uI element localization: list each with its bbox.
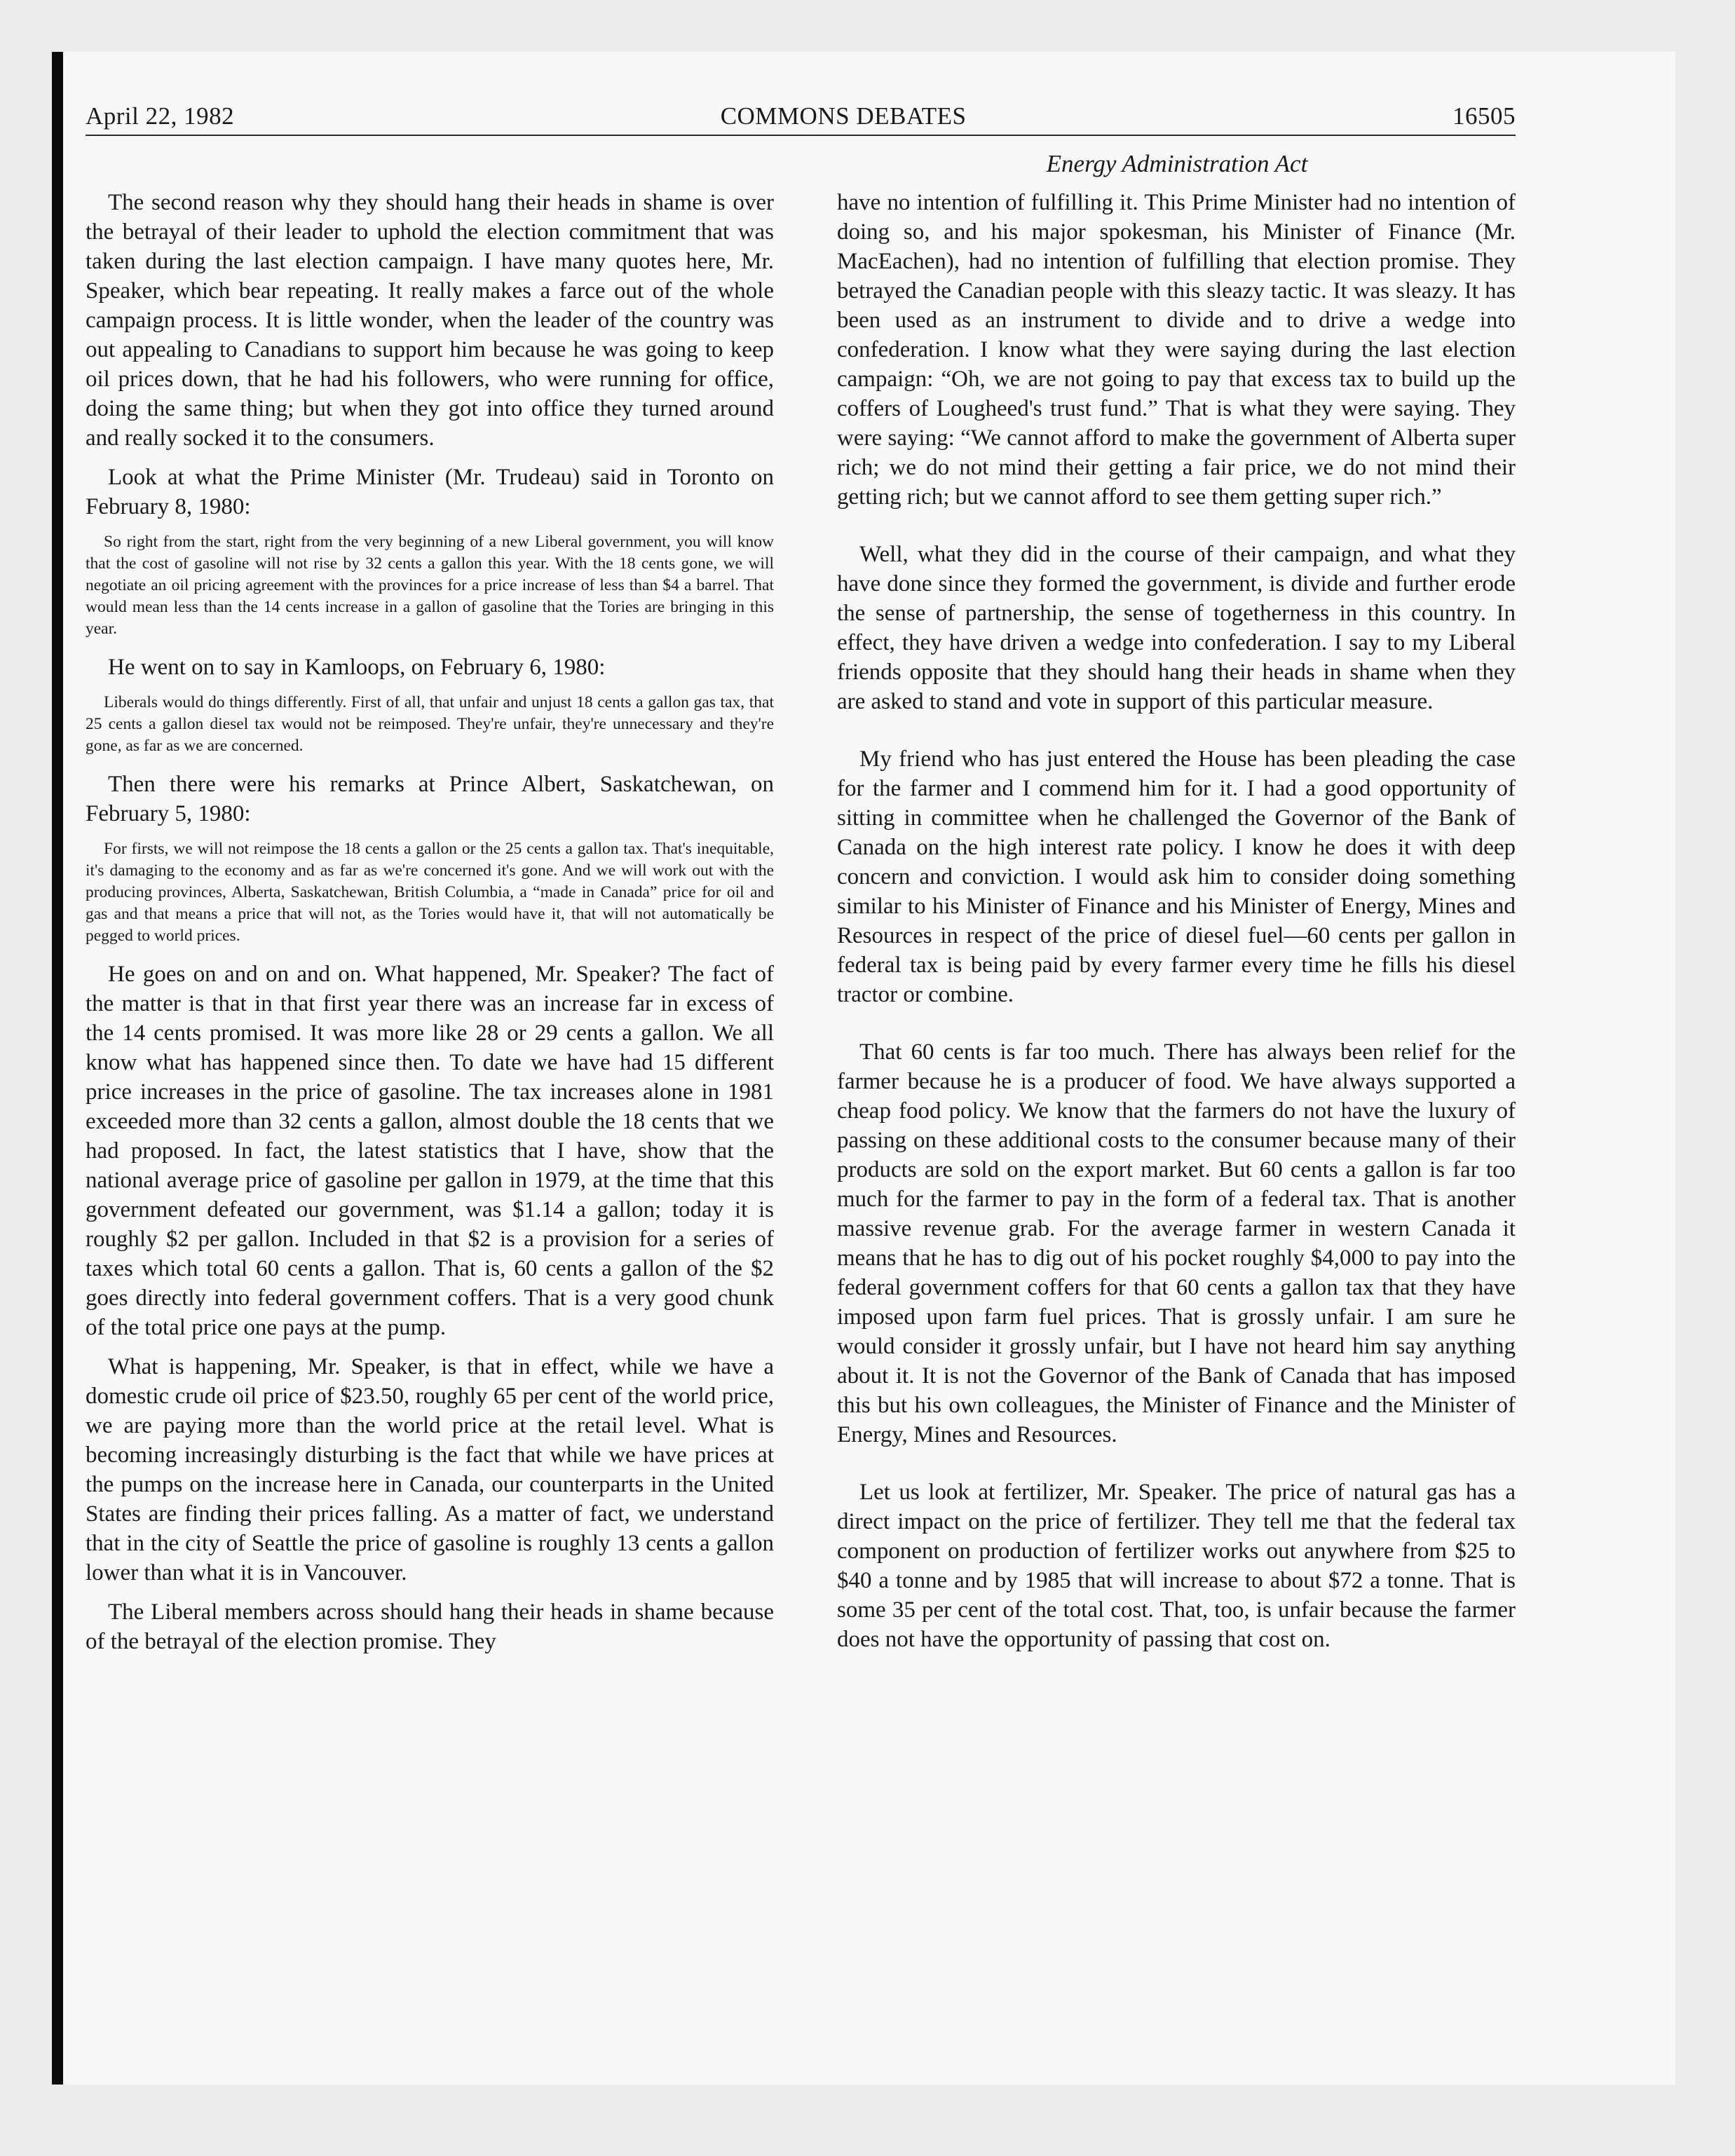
paragraph: What is happening, Mr. Speaker, is that in effect, while we have a domestic crude oil price of $23.50, roughly 65 per cent of the world price, we are paying more than the world price at the retail level. What is becoming increasingly disturbing is the fact that while we have prices at the pumps on the increase here in Canada, our counterparts in the United States are finding their prices falling. As a matter of fact, we understand that in the city of Seattle the price of gasoline is roughly 13 cents a gallon lower than what it is in Vancouver. (86, 1354, 774, 1585)
paragraph: Look at what the Prime Minister (Mr. Trudeau) said in Toronto on February 8, 1980: (86, 465, 774, 519)
page-header (86, 102, 1516, 130)
block-quote: For firsts, we will not reimpose the 18 cents a gallon or the 25 cents a gallon tax. That's inequitable, it's damaging to the economy and as far as we're concerned it's gone. And we will work out with the producing provinces, Alberta, Saskatchewan, British Columbia, a “made in Canada” price for oil and gas and that means a price that will not, as the Tories would have it, that will not automatically be pegged to world prices. (86, 840, 774, 945)
paragraph: Then there were his remarks at Prince Albert, Saskatchewan, on February 5, 1980: (86, 772, 774, 826)
paragraph: Well, what they did in the course of their campaign, and what they have done since they formed the government, is divide and further erode the sense of partnership, the sense of togetherness in this country. In effect, they have driven a wedge into confederation. I say to my Liberal friends opposite that they should hang their heads in shame when they are asked to stand and vote in support of this particular measure. (837, 542, 1516, 714)
header-date: April 22, 1982 (86, 102, 235, 130)
left-column (86, 188, 774, 1666)
section-title: Energy Administration Act (1046, 150, 1308, 177)
paragraph: That 60 cents is far too much. There has always been relief for the farmer because he is a producer of food. We have always supported a cheap food policy. We know that the farmers do not have the luxury of passing on these additional costs to the consumer because many of their products are sold on the export market. But 60 cents a gallon is far too much for the farmer to pay in the form of a federal tax. That is another massive revenue grab. For the average farmer in western Canada it means that he has to dig out of his pocket roughly $4,000 to pay into the federal government coffers for that 60 cents a gallon tax that they have imposed upon farm fuel prices. That is grossly unfair. I am sure he would consider it grossly unfair, but I have not heard him say anything about it. It is not the Governor of the Bank of Canada that has imposed this but his own colleagues, the Minister of Finance and the Minister of Energy, Mines and Resources. (837, 1039, 1516, 1447)
block-quote: Liberals would do things differently. First of all, that unfair and unjust 18 cents a gallon gas tax, that 25 cents a gallon diesel tax would not be reimposed. They're unfair, they're unnecessary and they're gone, as far as we are concerned. (86, 693, 774, 755)
paragraph: The second reason why they should hang their heads in shame is over the betrayal of their leader to uphold the election commitment that was taken during the last election campaign. I have many quotes here, Mr. Speaker, which bear repeating. It really makes a farce out of the whole campaign process. It is little wonder, when the leader of the country was out appealing to Canadians to support him because he was going to keep oil prices down, that he had his followers, who were running for office, doing the same thing; but when they got into office they turned around and really socked it to the consumers. (86, 190, 774, 451)
scan-edge-bar (52, 52, 63, 2085)
paragraph: He went on to say in Kamloops, on February 6, 1980: (108, 655, 606, 680)
paragraph: Let us look at fertilizer, Mr. Speaker. The price of natural gas has a direct impact on the price of fertilizer. They tell me that the federal tax component on production of fertilizer works out anywhere from $25 to $40 a tonne and by 1985 that will increase to about $72 a tonne. That is some 35 per cent of the total cost. That, too, is unfair because the farmer does not have the opportunity of passing that cost on. (837, 1480, 1516, 1652)
paragraph: He goes on and on and on. What happened, Mr. Speaker? The fact of the matter is that in that first year there was an increase far in excess of the 14 cents promised. It was more like 28 or 29 cents a gallon. We all know what has happened since then. To date we have had 15 different price increases in the price of gasoline. The tax increases alone in 1981 exceeded more than 32 cents a gallon, almost double the 18 cents that we had proposed. In fact, the latest statistics that I have, show that the national average price of gasoline per gallon in 1979, at the time that this government defeated our government, was $1.14 a gallon; today it is roughly $2 per gallon. Included in that $2 is a provision for a series of taxes which total 60 cents a gallon. That is, 60 cents a gallon of the $2 goes directly into federal government coffers. That is a very good chunk of the total price one pays at the pump. (86, 962, 774, 1340)
header-title: COMMONS DEBATES (720, 102, 967, 130)
paragraph: The Liberal members across should hang their heads in shame because of the betrayal of the election promise. They (86, 1599, 774, 1654)
header-page-number: 16505 (1452, 102, 1516, 130)
block-quote: So right from the start, right from the very beginning of a new Liberal government, you will know that the cost of gasoline will not rise by 32 cents a gallon this year. With the 18 cents gone, we will negotiate an oil pricing agreement with the provinces for a price increase of less than $4 a barrel. That would mean less than the 14 cents increase in a gallon of gasoline that the Tories are bringing in this year. (86, 533, 774, 638)
header-rule (86, 135, 1516, 136)
paragraph: My friend who has just entered the House has been pleading the case for the farmer and I commend him for it. I had a good opportunity of sitting in committee when he challenged the Governor of the Bank of Canada on the high interest rate policy. I know he does it with deep concern and conviction. I would ask him to consider doing something similar to his Minister of Finance and his Minister of Energy, Mines and Resources in respect of the price of diesel fuel—60 cents per gallon in federal tax is being paid by every farmer every time he fills his diesel tractor or combine. (837, 746, 1516, 1007)
paragraph: have no intention of fulfilling it. This Prime Minister had no intention of doing so, and his major spokesman, his Minister of Finance (Mr. MacEachen), had no intention of fulfilling that election promise. They betrayed the Canadian people with this sleazy tactic. It was sleazy. It has been used as an instrument to divide and to drive a wedge into confederation. I know what they were saying during the last election campaign: “Oh, we are not going to pay that excess tax to build up the coffers of Lougheed's trust fund.” That is what they were saying. They were saying: “We cannot afford to make the government of Alberta super rich; we do not mind their getting a fair price, we do not mind their getting rich; but we cannot afford to see them getting super rich.” (837, 190, 1516, 510)
right-column (837, 188, 1516, 1682)
